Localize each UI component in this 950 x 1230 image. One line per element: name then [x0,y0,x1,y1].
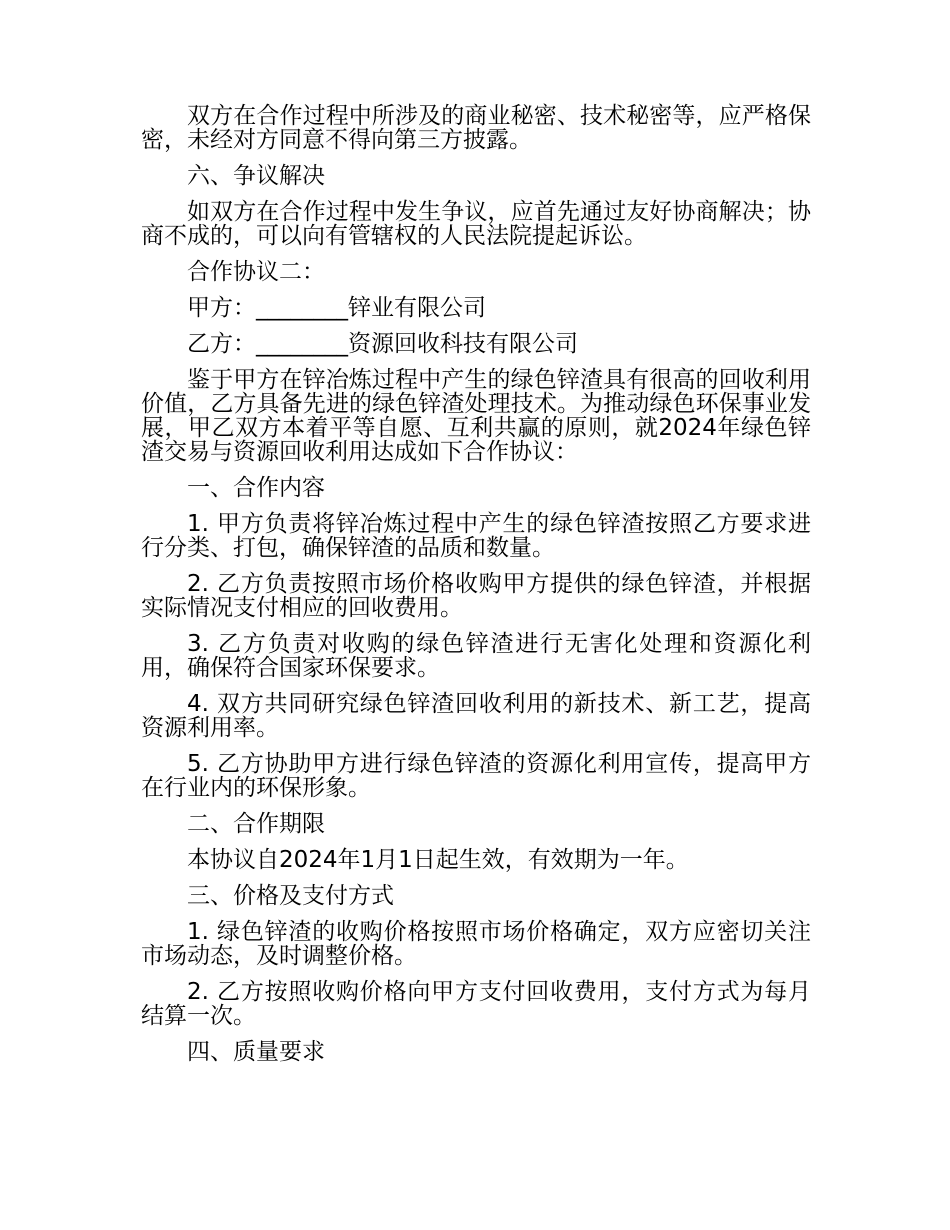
paragraph-preamble: 鉴于甲方在锌冶炼过程中产生的绿色锌渣具有很高的回收利用价值，乙方具备先进的绿色锌渣处理技术。为推动绿色环保事业发展，甲乙双方本着平等自愿、互利共赢的原则，就2024年绿色锌渣交易与资源回收利用达成如下合作协议： [141,367,811,465]
clause-3-2: 2. 乙方按照收购价格向甲方支付回收费用，支付方式为每月结算一次。 [141,979,811,1029]
clause-1-2: 2. 乙方负责按照市场价格收购甲方提供的绿色锌渣，并根据实际情况支付相应的回收费用。 [141,571,811,621]
clause-1-5: 5. 乙方协助甲方进行绿色锌渣的资源化利用宣传，提高甲方在行业内的环保形象。 [141,751,811,801]
paragraph-confidentiality: 双方在合作过程中所涉及的商业秘密、技术秘密等，应严格保密，未经对方同意不得向第三方披露。 [141,103,811,153]
paragraph-term: 本协议自2024年1月1日起生效，有效期为一年。 [187,847,689,873]
party-a-line: 甲方：________锌业有限公司 [187,295,486,321]
heading-cooperation-content: 一、合作内容 [187,475,325,501]
clause-3-1: 1. 绿色锌渣的收购价格按照市场价格确定，双方应密切关注市场动态，及时调整价格。 [141,919,811,969]
clause-1-3: 3. 乙方负责对收购的绿色锌渣进行无害化处理和资源化利用，确保符合国家环保要求。 [141,631,811,681]
heading-cooperation-term: 二、合作期限 [187,811,325,837]
heading-quality-requirements: 四、质量要求 [187,1039,325,1065]
party-b-line: 乙方：________资源回收科技有限公司 [187,331,578,357]
clause-1-4: 4. 双方共同研究绿色锌渣回收利用的新技术、新工艺，提高资源利用率。 [141,691,811,741]
paragraph-dispute: 如双方在合作过程中发生争议，应首先通过友好协商解决；协商不成的，可以向有管辖权的人民法院提起诉讼。 [141,199,811,249]
heading-dispute-resolution: 六、争议解决 [187,163,325,189]
heading-agreement-two: 合作协议二： [187,259,325,285]
heading-price-payment: 三、价格及支付方式 [187,883,394,909]
clause-1-1: 1. 甲方负责将锌冶炼过程中产生的绿色锌渣按照乙方要求进行分类、打包，确保锌渣的品质和数量。 [141,511,811,561]
document-body [141,104,811,1076]
